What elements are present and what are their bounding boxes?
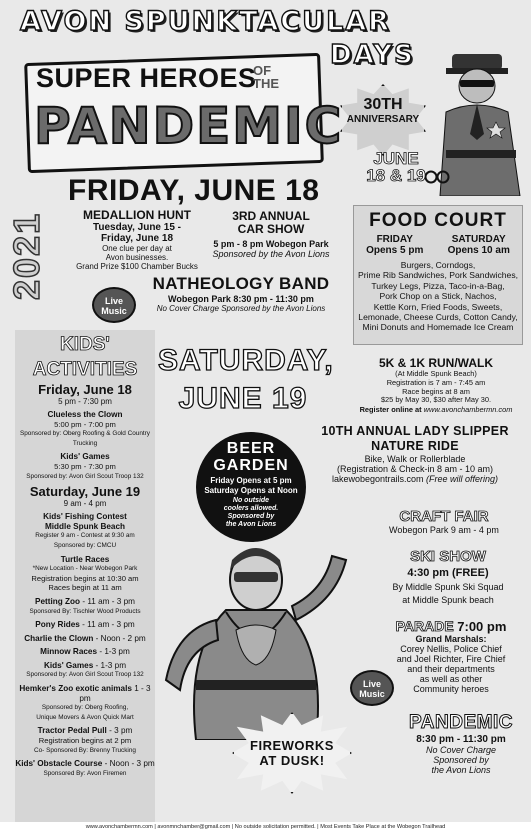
kids-event-sponsor: Co- Sponsored By: Brenny Trucking bbox=[34, 746, 136, 754]
kids-event-note: Register 9 am - Contest at 9:30 am bbox=[35, 532, 135, 540]
run-title: 5K & 1K RUN/WALK bbox=[378, 356, 493, 370]
live-music-line1: Live bbox=[362, 679, 381, 689]
list-item bbox=[15, 620, 155, 630]
kids-event-time: Registration begins at 2 pm bbox=[38, 736, 132, 746]
band-title: NATHEOLOGY BAND bbox=[152, 274, 330, 293]
beer-title-2: GARDEN bbox=[213, 457, 289, 474]
kids-event-sponsor: Sponsored By: Avon Firemen bbox=[43, 769, 127, 777]
beer-note bbox=[196, 497, 306, 529]
beer-times bbox=[196, 476, 306, 495]
nature-line: (Registration & Check-in 8 am - 10 am) bbox=[336, 464, 494, 474]
run-line: Race begins at 8 am bbox=[402, 386, 470, 396]
fireworks-line2: AT DUSK! bbox=[259, 753, 325, 768]
parade-line: as well as other bbox=[419, 674, 483, 684]
nature-free: (Free will offering) bbox=[426, 474, 499, 484]
craft-fair bbox=[364, 508, 524, 535]
saturday-heading-2: JUNE 19 bbox=[178, 382, 308, 415]
handcuffs-icon bbox=[424, 166, 450, 186]
ski-line: at Middle Spunk beach bbox=[402, 595, 494, 605]
kids-event-title: Charlie the Clown bbox=[24, 633, 94, 643]
parade-title: PARADE bbox=[395, 618, 454, 634]
live-music-badge bbox=[92, 287, 136, 323]
kids-event-title: Hemker's Zoo exotic animals bbox=[19, 684, 132, 694]
food-saturday bbox=[448, 234, 510, 256]
kids-event-title: Kids' Games bbox=[60, 452, 110, 462]
banner-pandemic: PANDEMIC bbox=[34, 97, 344, 155]
header-dates-month: JUNE bbox=[373, 149, 419, 168]
beer-note-line: Sponsored by bbox=[227, 513, 275, 521]
kids-event-time: Registration begins at 10:30 am bbox=[31, 573, 139, 583]
pandemic-line: the Avon Lions bbox=[431, 765, 491, 775]
kids-event-title: Tractor Pedal Pull bbox=[37, 726, 107, 736]
food-menu-line: Lemonade, Cheese Curds, Cotton Candy, bbox=[358, 312, 518, 323]
live-music-line2: Music bbox=[101, 306, 127, 316]
kids-event-time: - 1-3 pm bbox=[93, 660, 127, 670]
food-menu-line: Mini Donuts and Homemade Ice Cream bbox=[362, 322, 514, 333]
parade bbox=[372, 618, 530, 694]
food-menu-line: Turkey Legs, Pizza, Taco-in-a-Bag, bbox=[371, 280, 505, 291]
list-item bbox=[15, 452, 155, 481]
kids-event-title: Turtle Races bbox=[60, 554, 110, 564]
nature-line: Bike, Walk or Rollerblade bbox=[364, 454, 466, 464]
pandemic-line: No Cover Charge bbox=[425, 745, 497, 755]
food-menu-line: Pork Chop on a Stick, Nachos, bbox=[379, 291, 497, 302]
list-item bbox=[15, 634, 155, 644]
car-show bbox=[206, 210, 336, 259]
kids-event-subtitle: Middle Spunk Beach bbox=[44, 521, 126, 531]
craft-title: CRAFT FAIR bbox=[399, 508, 489, 525]
kids-event-time: 1 - 3 pm bbox=[79, 684, 151, 703]
beer-saturday: Saturday Opens at Noon bbox=[204, 485, 298, 495]
kids-event-time: - Noon - 2 pm bbox=[93, 633, 146, 643]
medallion-desc-3: Grand Prize $100 Chamber Bucks bbox=[76, 262, 198, 271]
beer-title-1: BEER bbox=[226, 440, 276, 457]
run-register-label: Register online at bbox=[359, 405, 422, 415]
carshow-sponsor: Sponsored by the Avon Lions bbox=[212, 249, 330, 259]
banner-the: THE bbox=[253, 76, 279, 91]
kids-event-title: Kids' Obstacle Course bbox=[15, 759, 103, 769]
kids-saturday-heading: Saturday, June 19 bbox=[29, 484, 141, 500]
beer-garden-badge bbox=[196, 432, 306, 542]
kids-event-title: Minnow Races bbox=[40, 647, 98, 657]
year-text: 2021 bbox=[6, 211, 47, 300]
nature-title-2: NATURE RIDE bbox=[371, 439, 459, 453]
live-music-badge bbox=[350, 670, 394, 706]
anniversary-label: ANNIVERSARY bbox=[346, 114, 420, 125]
kids-event-title: Kids' Fishing Contest bbox=[43, 512, 127, 522]
run-register-link[interactable]: www.avonchambermn.com bbox=[423, 405, 513, 415]
food-menu-line: Prime Rib Sandwiches, Pork Sandwiches, bbox=[358, 270, 519, 281]
band-time: Wobegon Park 8:30 pm - 11:30 pm bbox=[168, 294, 314, 304]
live-music-line2: Music bbox=[359, 689, 385, 699]
food-menu bbox=[354, 260, 522, 333]
live-music-line1: Live bbox=[104, 296, 123, 306]
footer: www.avonchambermn.com | avonmnchamber@gmail.com | No outside solicitation permitted. | Most Events Take Place at the Wobegon Trailhead bbox=[0, 822, 531, 833]
anniversary-number: 30TH bbox=[363, 96, 403, 113]
banner-of-the bbox=[253, 64, 279, 90]
food-court-title: FOOD COURT bbox=[369, 210, 507, 231]
beer-note-line: coolers allowed. bbox=[223, 505, 279, 513]
food-saturday-time: Opens 10 am bbox=[447, 245, 510, 256]
pandemic-title: PANDEMIC bbox=[409, 712, 513, 733]
kids-event-time: 5:00 pm - 7:00 pm bbox=[54, 419, 116, 429]
list-item bbox=[15, 597, 155, 616]
run-line: (At Middle Spunk Beach) bbox=[395, 369, 477, 378]
kids-event-sponsor: Unique Movers & Avon Quick Mart bbox=[36, 713, 134, 721]
fireworks-text bbox=[232, 738, 352, 768]
list-item bbox=[15, 684, 155, 722]
kids-event-title: Kids' Games bbox=[43, 660, 94, 670]
medallion-desc-2: Avon businesses. bbox=[105, 253, 169, 262]
friday-heading: FRIDAY, JUNE 18 bbox=[68, 174, 320, 207]
kids-activities-panel bbox=[15, 330, 155, 825]
pandemic-band bbox=[396, 712, 526, 775]
kids-friday-heading: Friday, June 18 bbox=[38, 382, 132, 397]
banner-of: OF bbox=[253, 63, 272, 78]
saturday-heading bbox=[158, 342, 334, 418]
beer-note-line: the Avon Lions bbox=[225, 521, 277, 529]
kids-event-time: 5:30 pm - 7:30 pm bbox=[54, 461, 116, 471]
nature-ride bbox=[304, 424, 526, 484]
year-vertical bbox=[6, 188, 47, 300]
kids-event-title: Petting Zoo bbox=[35, 596, 81, 606]
list-item bbox=[15, 410, 155, 448]
parade-time: 7:00 pm bbox=[453, 619, 507, 634]
list-item bbox=[15, 647, 155, 657]
parade-marshals-label: Grand Marshals: bbox=[415, 634, 487, 644]
kids-event-sponsor: Sponsored by: Oberg Roofing & Gold Country Trucking bbox=[19, 430, 151, 447]
kids-event-time: Races begin at 11 am bbox=[48, 583, 122, 593]
superhero-illustration bbox=[156, 530, 356, 740]
food-friday-label: FRIDAY bbox=[376, 234, 413, 245]
medallion-desc-1: One clue per day at bbox=[102, 244, 172, 253]
run-walk bbox=[346, 356, 526, 414]
parade-line: Community heroes bbox=[413, 684, 489, 694]
kids-event-time: - Noon - 3 pm bbox=[102, 759, 155, 769]
kids-event-title: Clueless the Clown bbox=[47, 410, 123, 419]
beer-note-line: No outside bbox=[232, 497, 270, 505]
poster-title: AVON SPUNKTACULAR bbox=[20, 6, 391, 37]
pandemic-time: 8:30 pm - 11:30 pm bbox=[416, 734, 506, 745]
header-dates-days: 18 & 19 bbox=[366, 166, 426, 185]
kids-event-title: Pony Rides bbox=[35, 620, 80, 630]
food-saturday-label: SATURDAY bbox=[451, 234, 506, 245]
kids-event-sponsor: Sponsored by: Avon Girl Scout Troop 132 bbox=[26, 472, 144, 480]
pandemic-line: Sponsored by bbox=[433, 755, 489, 765]
kids-event-note: *New Location - Near Wobegon Park bbox=[32, 565, 138, 573]
nature-site[interactable]: lakewobegontrails.com bbox=[331, 474, 424, 484]
food-menu-line: Kettle Korn, Fried Foods, Sweets, bbox=[373, 301, 503, 312]
list-item bbox=[15, 726, 155, 755]
craft-time: Wobegon Park 9 am - 4 pm bbox=[389, 525, 499, 535]
nature-title-1: 10TH ANNUAL LADY SLIPPER bbox=[321, 424, 509, 438]
food-friday-time: Opens 5 pm bbox=[366, 245, 424, 256]
saturday-heading-1: SATURDAY, bbox=[158, 344, 334, 377]
medallion-hunt bbox=[62, 208, 212, 271]
kids-event-time: - 11 am - 3 pm bbox=[79, 620, 135, 630]
carshow-time: 5 pm - 8 pm Wobegon Park bbox=[213, 239, 329, 249]
kids-title-1: KIDS' bbox=[60, 334, 110, 355]
ski-title: SKI SHOW bbox=[410, 548, 486, 565]
ski-line: By Middle Spunk Ski Squad bbox=[392, 582, 504, 592]
medallion-dates-1: Tuesday, June 15 - bbox=[93, 222, 181, 233]
fireworks-line1: FIREWORKS bbox=[250, 738, 334, 753]
carshow-title-2: CAR SHOW bbox=[237, 222, 305, 236]
list-item bbox=[15, 661, 155, 680]
band-note: No Cover Charge Sponsored by the Avon Lions bbox=[156, 304, 326, 313]
parade-line: and Joel Richter, Fire Chief bbox=[396, 654, 506, 664]
header-dates bbox=[366, 150, 426, 184]
beer-friday: Friday Opens at 5 pm bbox=[210, 476, 292, 485]
list-item bbox=[15, 759, 155, 778]
ski-show bbox=[368, 548, 528, 605]
food-menu-line: Burgers, Corndogs, bbox=[400, 260, 476, 270]
kids-event-time: - 1-3 pm bbox=[97, 647, 130, 657]
kids-saturday-time: 9 am - 4 pm bbox=[63, 499, 107, 509]
natheology-band bbox=[136, 274, 346, 313]
poster-title-days: DAYS bbox=[330, 40, 415, 70]
carshow-title-1: 3RD ANNUAL bbox=[232, 209, 310, 223]
parade-line: Corey Nellis, Police Chief bbox=[400, 644, 502, 654]
kids-friday-time: 5 pm - 7:30 pm bbox=[58, 397, 112, 406]
kids-event-sponsor: Sponsored by: CMCU bbox=[53, 541, 117, 549]
kids-title-2: ACTIVITIES bbox=[32, 359, 138, 380]
kids-event-time: - 11 am - 3 pm bbox=[80, 596, 135, 606]
list-item bbox=[15, 512, 155, 550]
kids-event-sponsor: Sponsored By: Tischler Wood Products bbox=[29, 607, 141, 615]
run-line: $25 by May 30, $30 after May 30. bbox=[380, 395, 492, 405]
food-friday bbox=[366, 234, 423, 256]
parade-line: and their departments bbox=[407, 664, 495, 674]
banner-super-heroes: SUPER HEROES bbox=[36, 63, 257, 93]
run-line: Registration is 7 am - 7:45 am bbox=[386, 377, 486, 387]
ski-time: 4:30 pm (FREE) bbox=[407, 567, 489, 579]
kids-event-time: - 3 pm bbox=[106, 726, 133, 736]
kids-event-sponsor: Sponsored by: Avon Girl Scout Troop 132 bbox=[26, 671, 144, 679]
medallion-dates-2: Friday, June 18 bbox=[100, 233, 174, 244]
food-court-panel bbox=[353, 205, 523, 345]
kids-event-sponsor: Sponsored by: Oberg Roofing, bbox=[41, 704, 129, 712]
medallion-title: MEDALLION HUNT bbox=[83, 208, 191, 222]
list-item bbox=[15, 555, 155, 593]
